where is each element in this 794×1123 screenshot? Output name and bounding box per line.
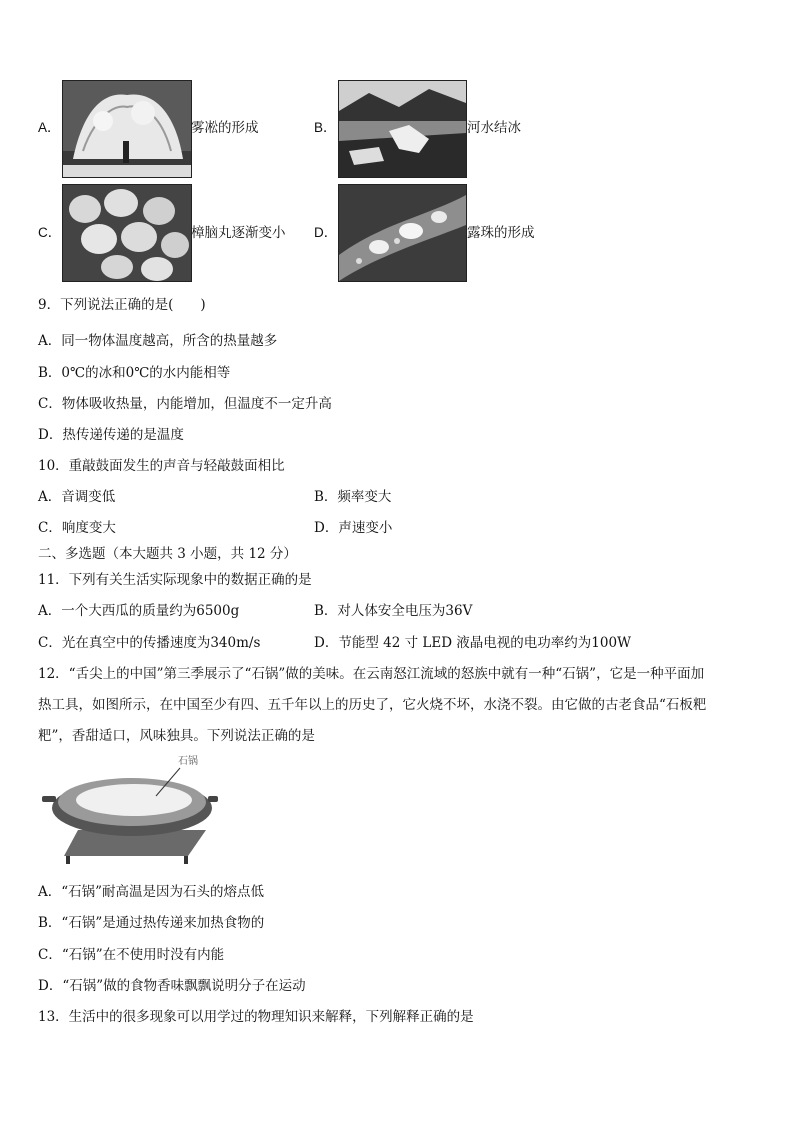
stone-pot-label: 石锅	[178, 756, 198, 767]
q12-stem-line-1: 12．“舌尖上的中国”第三季展示了“石锅”做的美味。在云南怒江流域的怒族中就有一种“石锅”，它是一种平面加	[38, 666, 705, 682]
option-letter-c: C．	[38, 225, 62, 240]
q9-option-c: C．物体吸收热量，内能增加，但温度不一定升高	[38, 396, 332, 412]
q11-stem: 11．下列有关生活实际现象中的数据正确的是	[38, 572, 312, 588]
q11-option-a: A．一个大西瓜的质量约为6500g	[38, 603, 240, 619]
option-caption-c: 樟脑丸逐渐变小	[191, 225, 286, 241]
q10-option-b: B．频率变大	[314, 489, 392, 505]
q9-option-b: B．0℃的冰和0℃的水内能相等	[38, 365, 231, 381]
rime-photo	[62, 80, 192, 178]
option-caption-b: 河水结冰	[467, 120, 521, 136]
q12-option-a: A．“石锅”耐高温是因为石头的熔点低	[38, 884, 265, 900]
option-letter-d: D．	[314, 225, 338, 240]
option-caption-d: 露珠的形成	[467, 225, 535, 241]
option-letter-a: A．	[38, 120, 61, 135]
q11-option-c: C．光在真空中的传播速度为340m/s	[38, 635, 261, 651]
q12-option-d: D．“石锅”做的食物香味飘飘说明分子在运动	[38, 978, 306, 994]
mothballs-photo	[62, 184, 192, 282]
stone-pot-figure	[38, 756, 218, 868]
q10-option-c: C．响度变大	[38, 520, 116, 536]
dew-photo	[338, 184, 467, 282]
q12-option-c: C．“石锅”在不使用时没有内能	[38, 947, 225, 963]
q10-option-a: A．音调变低	[38, 489, 116, 505]
q9-option-a: A．同一物体温度越高，所含的热量越多	[38, 333, 278, 349]
q11-option-b: B．对人体安全电压为36V	[314, 603, 473, 619]
option-letter-b: B．	[314, 120, 337, 135]
q11-option-d: D．节能型 42 寸 LED 液晶电视的电功率约为100W	[314, 635, 631, 651]
q10-option-d: D．声速变小	[314, 520, 393, 536]
option-caption-a: 雾凇的形成	[191, 120, 259, 136]
q12-stem-line-2: 热工具，如图所示，在中国至少有四、五千年以上的历史了，它火烧不坏，水浇不裂。由它做的古老食品“石板粑	[38, 697, 707, 713]
q9-stem: 9．下列说法正确的是( )	[38, 297, 206, 313]
section-title: 二、多选题（本大题共 3 小题，共 12 分）	[38, 546, 297, 562]
q9-option-d: D．热传递传递的是温度	[38, 427, 184, 443]
q10-stem: 10．重敲鼓面发生的声音与轻敲鼓面相比	[38, 458, 285, 474]
q12-stem-line-3: 粑”，香甜适口，风味独具。下列说法正确的是	[38, 728, 315, 744]
q12-option-b: B．“石锅”是通过热传递来加热食物的	[38, 915, 265, 931]
frozen-river-photo	[338, 80, 467, 178]
q13-stem: 13．生活中的很多现象可以用学过的物理知识来解释，下列解释正确的是	[38, 1009, 474, 1025]
